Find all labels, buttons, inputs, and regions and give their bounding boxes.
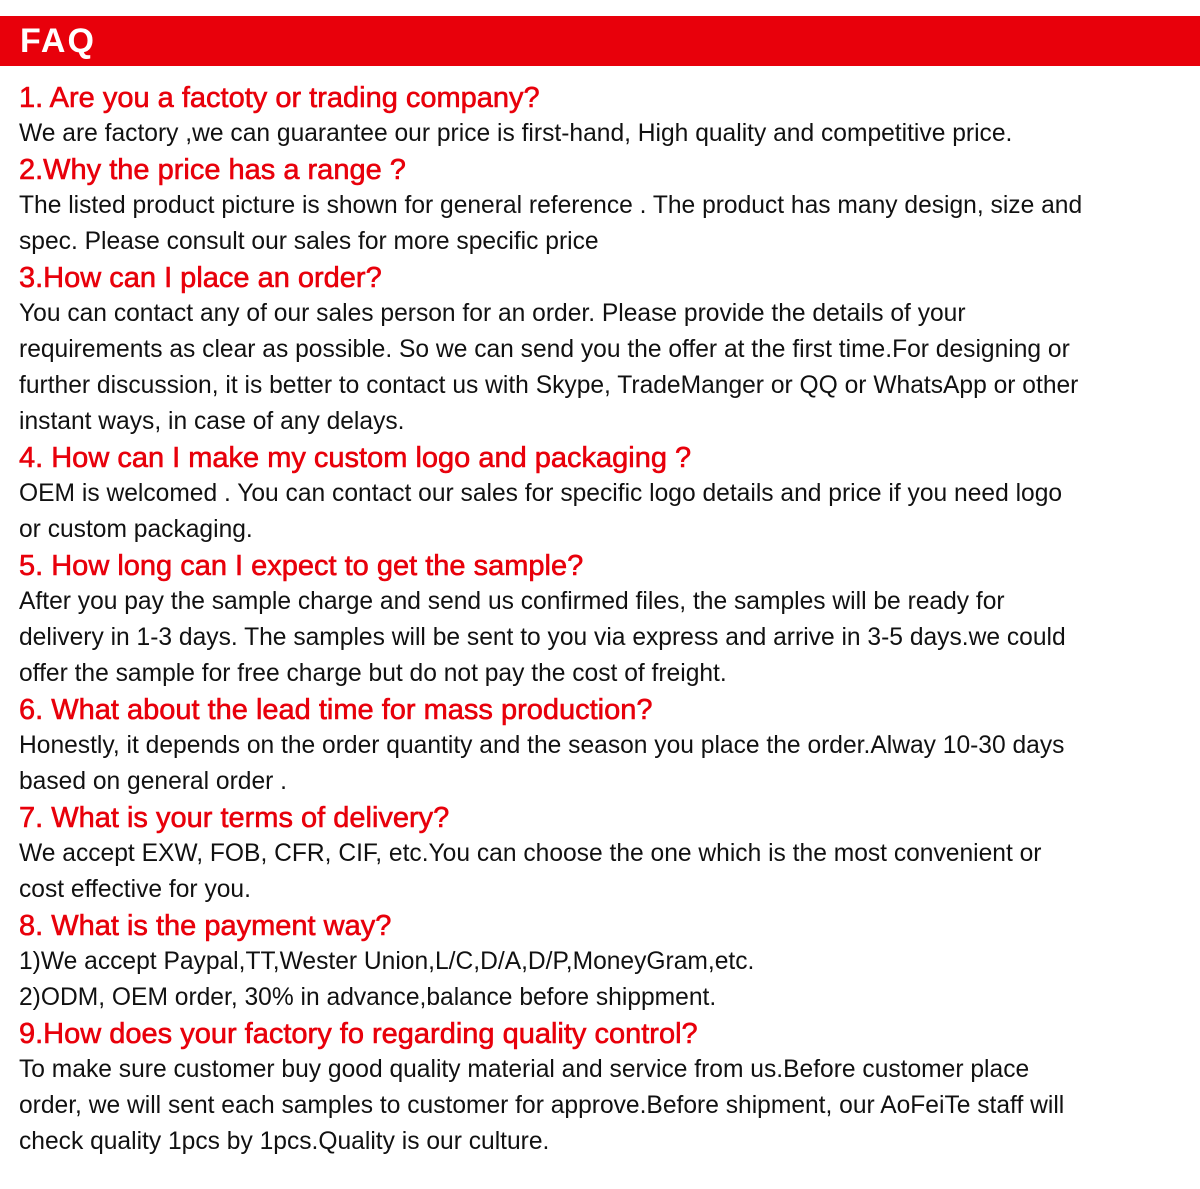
faq-question: 7. What is your terms of delivery?: [19, 802, 450, 834]
faq-answer-line: further discussion, it is better to contact us with Skype, TradeManger or QQ or WhatsApp or other: [19, 372, 1079, 399]
faq-answer-line: 1)We accept Paypal,TT,Wester Union,L/C,D/A,D/P,MoneyGram,etc.: [19, 948, 755, 975]
faq-answer-line: or custom packaging.: [19, 516, 253, 543]
faq-item-5: [19, 548, 1189, 692]
faq-item-1: [19, 80, 1189, 152]
faq-answer-line: order, we will sent each samples to customer for approve.Before shipment, our AoFeiTe staff will: [19, 1092, 1065, 1119]
faq-answer-line: Honestly, it depends on the order quantity and the season you place the order.Alway 10-30 days: [19, 732, 1065, 759]
faq-answer-line: offer the sample for free charge but do not pay the cost of freight.: [19, 660, 727, 687]
faq-answer-line: We are factory ,we can guarantee our price is first-hand, High quality and competitive price.: [19, 120, 1013, 147]
faq-answer-line: The listed product picture is shown for general reference . The product has many design, size and: [19, 192, 1083, 219]
faq-answer-line: To make sure customer buy good quality material and service from us.Before customer place: [19, 1056, 1030, 1083]
faq-list: [19, 80, 1189, 1160]
faq-question: 5. How long can I expect to get the sample?: [19, 550, 584, 582]
faq-item-3: [19, 260, 1189, 440]
faq-question: 8. What is the payment way?: [19, 910, 392, 942]
faq-question: 2.Why the price has a range ?: [19, 154, 406, 186]
faq-answer-line: requirements as clear as possible. So we can send you the offer at the first time.For designing or: [19, 336, 1070, 363]
faq-item-4: [19, 440, 1189, 548]
faq-answer-line: check quality 1pcs by 1pcs.Quality is our culture.: [19, 1128, 550, 1155]
faq-answer-line: cost effective for you.: [19, 876, 251, 903]
faq-answer-line: 2)ODM, OEM order, 30% in advance,balance before shippment.: [19, 984, 717, 1011]
faq-answer-line: We accept EXW, FOB, CFR, CIF, etc.You can choose the one which is the most convenient or: [19, 840, 1042, 867]
faq-answer-line: spec. Please consult our sales for more specific price: [19, 228, 599, 255]
faq-question: 9.How does your factory fo regarding quality control?: [19, 1018, 698, 1050]
faq-answer-line: based on general order .: [19, 768, 287, 795]
faq-header-title: FAQ: [20, 22, 96, 60]
faq-question: 6. What about the lead time for mass production?: [19, 694, 653, 726]
faq-question: 4. How can I make my custom logo and packaging ?: [19, 442, 692, 474]
faq-question: 3.How can I place an order?: [19, 262, 382, 294]
faq-answer-line: You can contact any of our sales person for an order. Please provide the details of your: [19, 300, 966, 327]
faq-item-9: [19, 1016, 1189, 1160]
faq-header-bar: [0, 16, 1200, 66]
faq-answer-line: After you pay the sample charge and send us confirmed files, the samples will be ready for: [19, 588, 1005, 615]
faq-answer-line: delivery in 1-3 days. The samples will be sent to you via express and arrive in 3-5 days.we could: [19, 624, 1066, 651]
faq-item-6: [19, 692, 1189, 800]
faq-answer-line: OEM is welcomed . You can contact our sales for specific logo details and price if you need logo: [19, 480, 1063, 507]
faq-item-7: [19, 800, 1189, 908]
faq-item-2: [19, 152, 1189, 260]
faq-answer-line: instant ways, in case of any delays.: [19, 408, 405, 435]
faq-item-8: [19, 908, 1189, 1016]
faq-question: 1. Are you a factoty or trading company?: [19, 82, 540, 114]
